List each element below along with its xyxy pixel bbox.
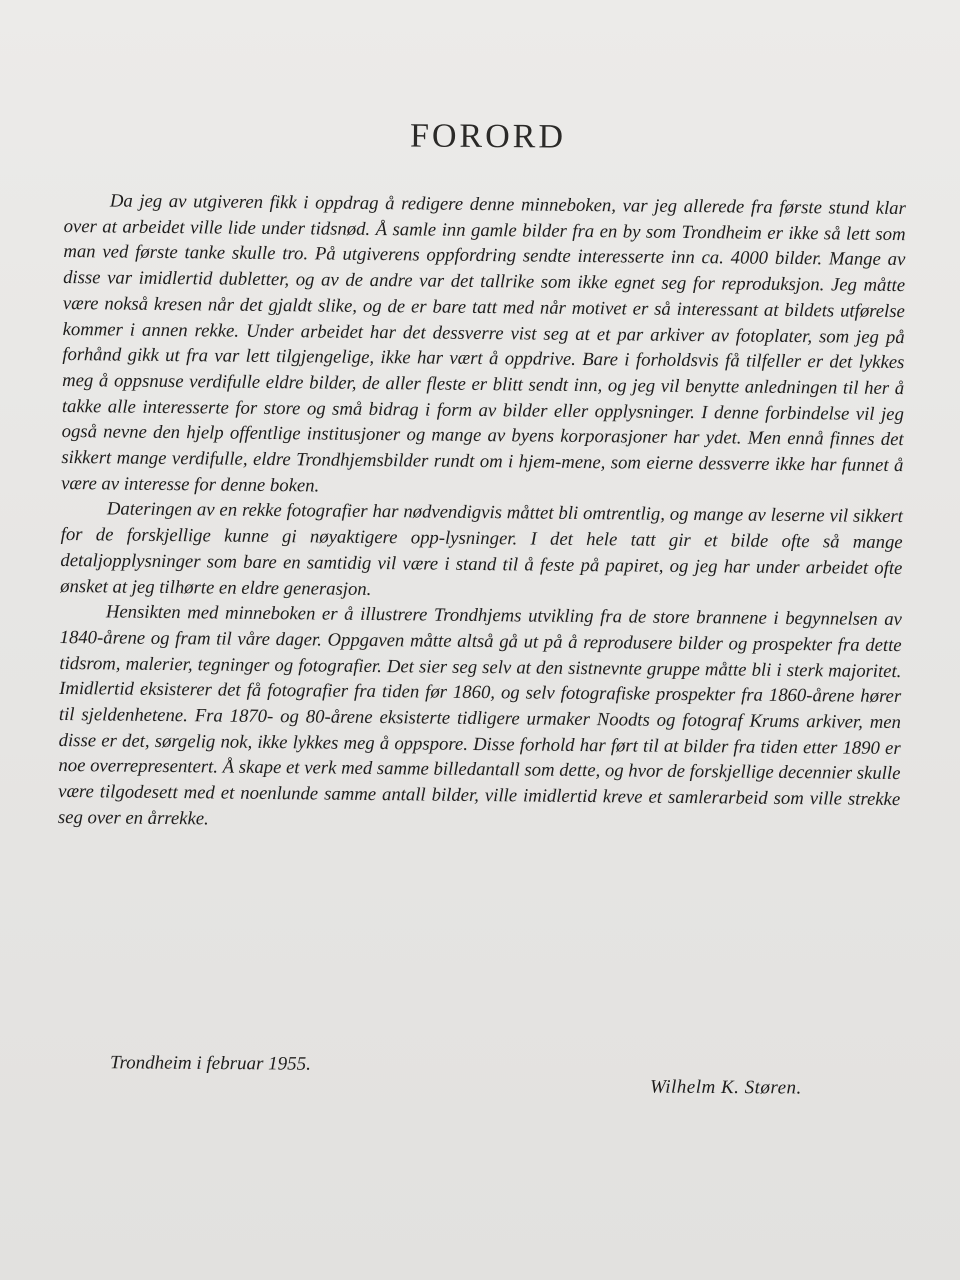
author-signature: Wilhelm K. Støren. [649,1076,802,1099]
paragraph-2: Dateringen av en rekke fotografier har nødvendigvis måttet bli omtrentlig, og mange av leserne vil sikkert for de forskjellige kunne gi nøyaktigere opp-lysninger. I det hele tatt gir et bilde ofte så mange detaljopplysninger som bare en samtidig vil være i stand til å feste på papiret, og jeg har under arbeidet ofte ønsket at jeg tilhørte en eldre generasjon. [60,498,903,600]
foreword-body [58,188,906,839]
page-title: FORORD [409,117,567,156]
place-date: Trondheim i februar 1955. [109,1052,311,1075]
paragraph-1: Da jeg av utgiveren fikk i oppdrag å redigere denne minneboken, var jeg allerede fra første stund klar over at arbeidet ville lide under tidsnød. Å samle inn gamle bilder fra en by som Trondheim er ikke så lett som man ved første tanke skulle tro. På utgiverens oppfordring sendte interesserte inn ca. 4000 bilder. Mange av disse var imidlertid dubletter, og av de andre var det tallrike som ikke egnet seg for reproduksjon. Jeg måtte være nokså kresen når det gjaldt slike, og de er bare tatt med når motivet er så interessant at bildets utførelse kommer i annen rekke. Under arbeidet har det dessverre vist seg at et par arkiver av fotoplater, som jeg på forhånd gikk ut fra var lett tilgjengelige, ikke har vært å oppdrive. Bare i forholdsvis få tilfeller er det lykkes meg å oppsnuse verdifulle eldre bilder, de aller fleste er blitt sendt inn, og jeg vil benytte anledningen til her å takke alle interesserte for store og små bidrag i form av bilder eller opplysninger. I denne forbindelse vil jeg også nevne den hjelp offentlige institusjoner og mange av byens korporasjoner har ydet. Men ennå finnes det sikkert mange verdifulle, eldre Trondhjemsbilder rundt om i hjem-mene, som eierne dessverre ikke har funnet å være av interesse for denne boken. [61,190,906,497]
paragraph-3: Hensikten med minneboken er å illustrere Trondhjems utvikling fra de store brannene i begynnelsen av 1840-årene og fram til våre dager. Oppgaven måtte altså gå ut på å reprodusere bilder og prospekter fra dette tidsrom, malerier, tegninger og fotografier. Det sier seg selv at den sistnevnte gruppe måtte bli i sterk majoritet. Imidlertid eksisterer det få fotografier fra tiden før 1860, og selv fotografiske prospekter fra 1860-årene hører til sjeldenhetene. Fra 1870- og 80-årene eksisterte tidligere urmaker Noodts og fotograf Krums arkiver, men disse er det, sørgelig nok, ikke lykkes meg å oppspore. Disse forhold har ført til at bilder fra tiden etter 1890 er noe overrepresentert. Å skape et verk med samme billedantall som dette, og hvor de forskjellige decennier skulle være tilgodesett med et noenlunde samme antall bilder, ville imidlertid kreve et samlerarbeid som ville strekke seg over en årrekke. [57,601,902,830]
